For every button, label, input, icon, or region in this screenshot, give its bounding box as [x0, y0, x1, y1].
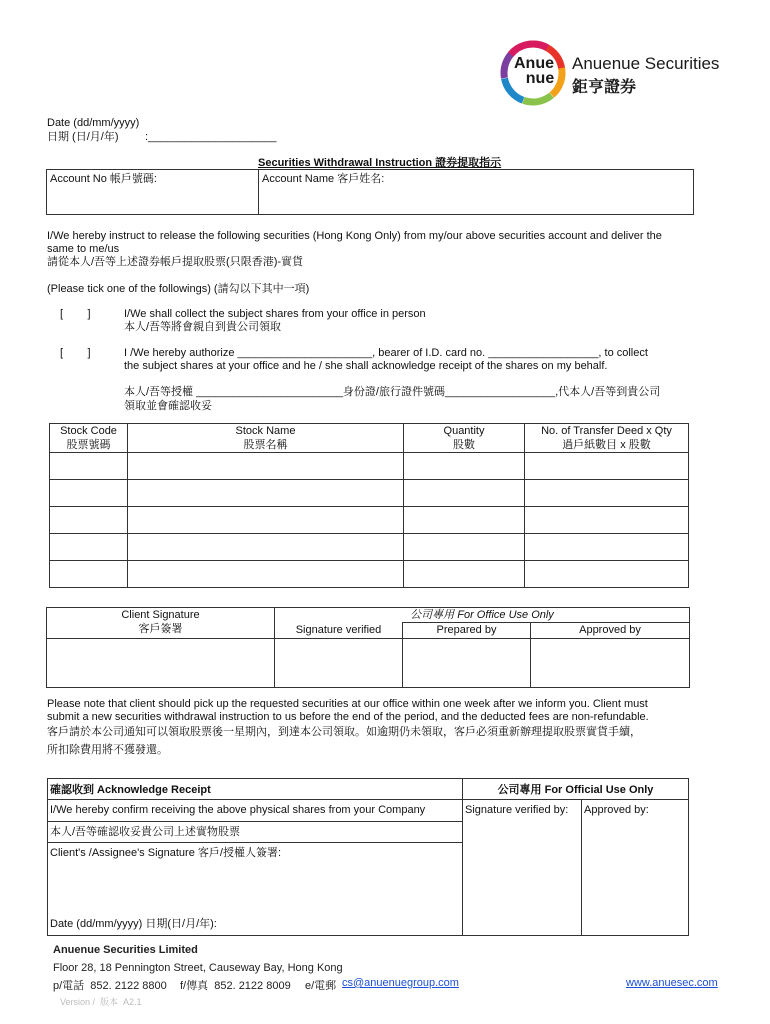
quantity-header-zh: 股數: [453, 439, 475, 451]
note-line2: submit a new securities withdrawal instruction to us before the end of the period, and the deducted fees are non-refundable.: [47, 711, 649, 723]
confirm-receipt-en: I/We hereby confirm receiving the above physical shares from your Company: [50, 804, 426, 816]
account-table: [46, 169, 694, 215]
approved-by-header: [531, 623, 690, 639]
form-title: Securities Withdrawal Instruction 證券提取指示: [258, 157, 502, 169]
note-line3: 客戶請於本公司通知可以領取股票後一星期內，到達本公司領取。如逾期仍未領取，客戶必須重新辦理提取股票實貨手續，: [47, 726, 641, 738]
signature-verified-header: [275, 623, 403, 639]
client-signature-field[interactable]: Client's /Assignee's Signature 客戶/授權人簽署:: [50, 847, 281, 859]
signature-verified-label: Signature verified: [295, 623, 382, 636]
confirm-receipt-zh: 本人/吾等確認收妥貴公司上述實物股票: [50, 826, 241, 838]
option2-text-zh2: 領取並會確認收妥: [124, 400, 212, 412]
instruction-line1: I/We hereby instruct to release the following securities (Hong Kong Only) from my/our above securities account and deliver the: [47, 230, 662, 242]
company-logo: [500, 40, 730, 106]
transfer-deed-header: [525, 424, 689, 453]
sig-verified-by-label: Signature verified by:: [465, 804, 569, 816]
transfer-deed-cell[interactable]: [525, 561, 689, 588]
stock-code-cell[interactable]: [50, 561, 128, 588]
footer-fax: f/傳真 852. 2122 8009: [180, 980, 291, 992]
stock-code-header-zh: 股票號碼: [66, 439, 111, 451]
quantity-cell[interactable]: [404, 480, 525, 507]
quantity-cell[interactable]: [404, 561, 525, 588]
approved-by-label: Approved by: [579, 624, 641, 636]
table-row: [50, 561, 689, 588]
stock-name-cell[interactable]: [128, 453, 404, 480]
quantity-header-en: Quantity: [443, 425, 485, 437]
logo-badge-line1: Anue: [514, 55, 554, 72]
stock-name-header-zh: 股票名稱: [243, 439, 288, 451]
transfer-deed-header-zh: 過戶紙數目 x 股數: [562, 439, 651, 451]
transfer-deed-cell[interactable]: [525, 480, 689, 507]
ack-date-field[interactable]: Date (dd/mm/yyyy) 日期(日/月/年):: [50, 918, 217, 930]
date-label-zh: 日期 (日/月/年): [47, 131, 119, 143]
stock-table: [49, 423, 689, 588]
ack-approved-by-cell[interactable]: [582, 800, 689, 936]
table-row: [47, 639, 690, 688]
client-signature-label-en: Client Signature: [121, 609, 200, 621]
account-no-cell[interactable]: [47, 170, 259, 215]
prepared-by-cell[interactable]: [403, 639, 531, 688]
office-use-header: [275, 608, 690, 623]
client-signature-header: [47, 608, 275, 639]
option1-text-en: I/We shall collect the subject shares from your office in person: [124, 308, 426, 320]
note-line1: Please note that client should pick up the requested securities at our office within one week after we inform you. Client must: [47, 698, 648, 710]
option1-text-zh: 本人/吾等將會親自到貴公司領取: [124, 321, 282, 333]
official-use-header: [463, 779, 689, 800]
approved-by-cell[interactable]: [531, 639, 690, 688]
option2-checkbox[interactable]: [ ]: [60, 347, 91, 359]
client-signature-label-zh: 客戶簽署: [138, 623, 183, 635]
acknowledge-header: [48, 779, 463, 800]
stock-code-header-en: Stock Code: [60, 425, 117, 437]
account-name-label: Account Name 客戶姓名:: [262, 173, 385, 185]
acknowledge-header-label: 確認收到 Acknowledge Receipt: [50, 784, 211, 796]
quantity-cell[interactable]: [404, 534, 525, 561]
stock-code-cell[interactable]: [50, 534, 128, 561]
signature-table: [46, 607, 690, 688]
quantity-header: [404, 424, 525, 453]
transfer-deed-cell[interactable]: [525, 534, 689, 561]
option2-text-en1: I /We hereby authorize ______________________, bearer of I.D. card no. __________________, to collect: [124, 347, 648, 359]
ack-approved-by-label: Approved by:: [584, 804, 649, 816]
note-line4: 所扣除費用將不獲發還。: [47, 744, 168, 756]
account-no-label: Account No 帳戶號碼:: [50, 173, 157, 185]
prepared-by-header: [403, 623, 531, 639]
option2-text-en2: the subject shares at your office and he / she shall acknowledge receipt of the shares on my behalf.: [124, 360, 608, 372]
option1-checkbox[interactable]: [ ]: [60, 308, 91, 320]
stock-name-cell[interactable]: [128, 507, 404, 534]
logo-name-zh: 鉅亨證券: [572, 79, 637, 96]
stock-code-cell[interactable]: [50, 480, 128, 507]
confirm-receipt-cell: [48, 800, 463, 936]
stock-code-header: [50, 424, 128, 453]
footer-version: Version / 版本 A2.1: [60, 997, 142, 1007]
date-label-en: Date (dd/mm/yyyy): [47, 117, 140, 129]
acknowledge-table: [47, 778, 689, 936]
stock-code-cell[interactable]: [50, 453, 128, 480]
prepared-by-label: Prepared by: [436, 624, 497, 636]
stock-name-header-en: Stock Name: [235, 425, 296, 437]
transfer-deed-cell[interactable]: [525, 453, 689, 480]
logo-badge-line2: nue: [525, 70, 555, 87]
table-row: [50, 480, 689, 507]
stock-name-cell[interactable]: [128, 561, 404, 588]
account-name-cell[interactable]: [259, 170, 694, 215]
sig-verified-by-cell[interactable]: [463, 800, 582, 936]
office-use-label: 公司專用 For Office Use Only: [410, 609, 554, 621]
stock-name-cell[interactable]: [128, 534, 404, 561]
transfer-deed-cell[interactable]: [525, 507, 689, 534]
footer-address: Floor 28, 18 Pennington Street, Causeway Bay, Hong Kong: [53, 962, 343, 974]
footer-email-label: e/電郵: [305, 980, 337, 992]
option2-text-zh1: 本人/吾等授權 ________________________身份證/旅行證件號碼__________________,代本人/吾等到貴公司: [124, 386, 661, 398]
instruction-line3: 請從本人/吾等上述證券帳戶提取股票(只限香港)-實貨: [47, 256, 304, 268]
logo-name-en: Anuenue Securities: [572, 54, 720, 73]
instruction-line2: same to me/us: [47, 243, 120, 255]
tick-prompt: (Please tick one of the followings) (請勾以下其中一項): [47, 283, 310, 295]
signature-verified-cell[interactable]: [275, 639, 403, 688]
quantity-cell[interactable]: [404, 453, 525, 480]
transfer-deed-header-en: No. of Transfer Deed x Qty: [541, 425, 672, 437]
table-row: [50, 534, 689, 561]
official-use-label: 公司專用 For Official Use Only: [497, 784, 654, 796]
footer-phone: p/電話 852. 2122 8800: [53, 980, 167, 992]
footer-email-link[interactable]: cs@anuenuegroup.com: [342, 977, 459, 989]
stock-name-cell[interactable]: [128, 480, 404, 507]
stock-table-header: [50, 424, 689, 453]
footer-company: Anuenue Securities Limited: [53, 944, 198, 956]
client-signature-cell[interactable]: [47, 639, 275, 688]
date-fill-line[interactable]: :_____________________: [145, 131, 277, 143]
quantity-cell[interactable]: [404, 507, 525, 534]
stock-name-header: [128, 424, 404, 453]
table-row: [50, 507, 689, 534]
table-row: [50, 453, 689, 480]
footer-website-link[interactable]: www.anuesec.com: [626, 977, 718, 989]
stock-code-cell[interactable]: [50, 507, 128, 534]
